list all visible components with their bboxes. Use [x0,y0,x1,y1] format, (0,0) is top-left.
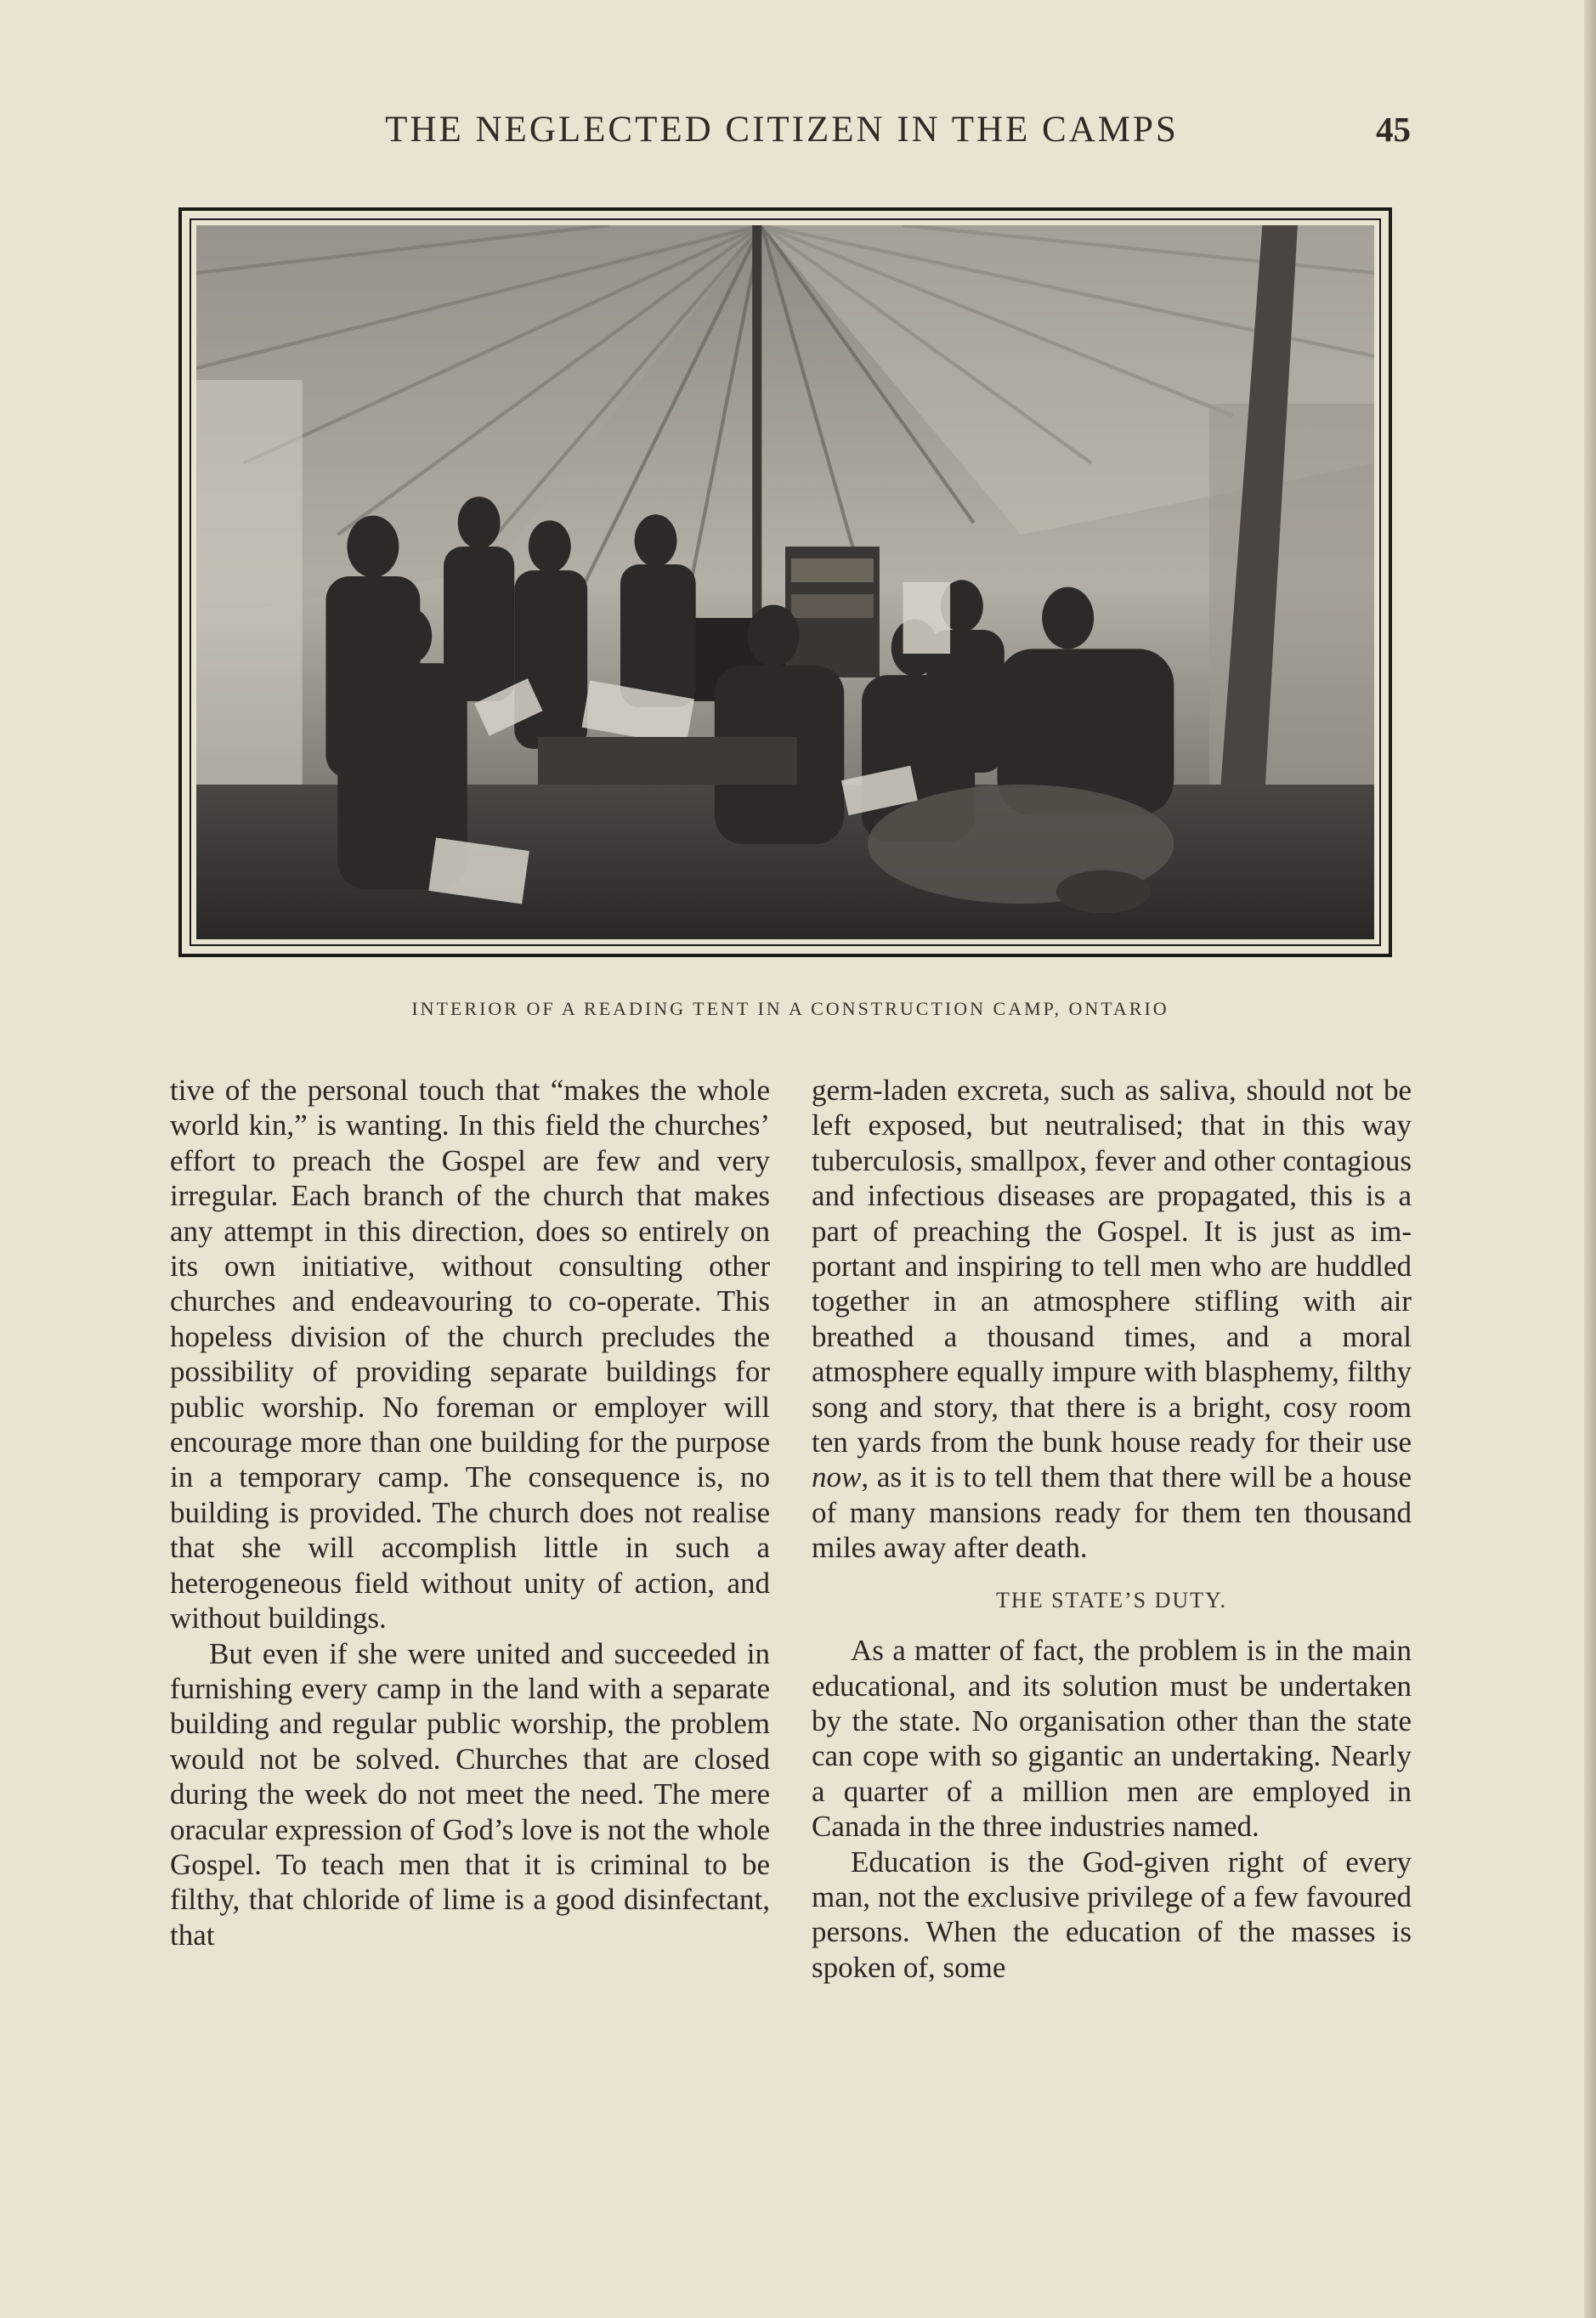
emphasis-now: now [812,1460,862,1494]
section-heading: THE STATE’S DUTY. [996,1587,1227,1612]
photo-frame [178,207,1392,957]
right-paragraph-2: As a matter of fact, the problem is in the main educational, and its solution must be undertaken by the state. No organisation other than the state can cope with so gigantic an undertaking. Nearly a quarter of a million men are employed in Canada in the three industries named. [812,1634,1412,1844]
reading-tent-photo [196,225,1374,939]
page-edge [1584,0,1596,2318]
left-column [170,1073,770,1952]
figure-caption: INTERIOR OF A READING TENT IN A CONSTRUCTION CAMP, ONTARIO [411,998,1169,1019]
right-paragraph-1 [812,1073,1412,1566]
running-title: THE NEGLECTED CITIZEN IN THE CAMPS [385,110,1179,150]
right-paragraph-1-text-b: , as it is to tell them that there will be a house of many mansions ready for them ten thousand miles away after death. [812,1460,1412,1565]
running-head [170,109,1411,160]
left-paragraph-2: But even if she were united and succeeded in furnishing every camp in the land with a separate building and regular public worship, the problem would not be solved. Churches that are closed during the week do not meet the need. The mere oracular expression of God’s love is not the whole Gospel. To teach men that it is criminal to be filthy, that chloride of lime is a good disinfectant, that [170,1636,770,1952]
photo-inner-border [190,218,1381,946]
page-number: 45 [1376,110,1411,149]
right-paragraph-3: Education is the God-given right of every man, not the exclusive privilege of a few favoured persons. When the education of the masses is spoken of, some [812,1845,1412,1984]
left-paragraph-1: tive of the personal touch that “makes the whole world kin,” is wanting. In this field the churches’ effort to preach the Gospel are few and very irregular. Each branch of the church that makes any attempt in this direction, does so entirely on its own initiative, without consulting other churches and endeavouring to co-operate. This hopeless division of the church precludes the possibility of providing separate buildings for public worship. No foreman or employer will encourage more than one building for the purpose in a temporary camp. The consequence is, no building is provided. The church does not realise that she will accomplish little in such a heterogeneous field without unity of action, and without buildings. [170,1074,770,1635]
right-column [812,1073,1412,1985]
right-paragraph-1-text-a: germ-laden excreta, such as saliva, should not be left exposed, but neutralised; that in this way tuberculosis, smallpox, fever and other contagious and infectious diseases are propagated, this is a part of preaching the Gospel. It is just as important and inspiring to tell men who are huddled together in an atmosphere stifling with air breathed a thousand times, and a moral atmosphere equally impure with blasphemy, filthy song and story, that there is a bright, cosy room ten yards from the bunk house ready for their use [812,1074,1412,1459]
